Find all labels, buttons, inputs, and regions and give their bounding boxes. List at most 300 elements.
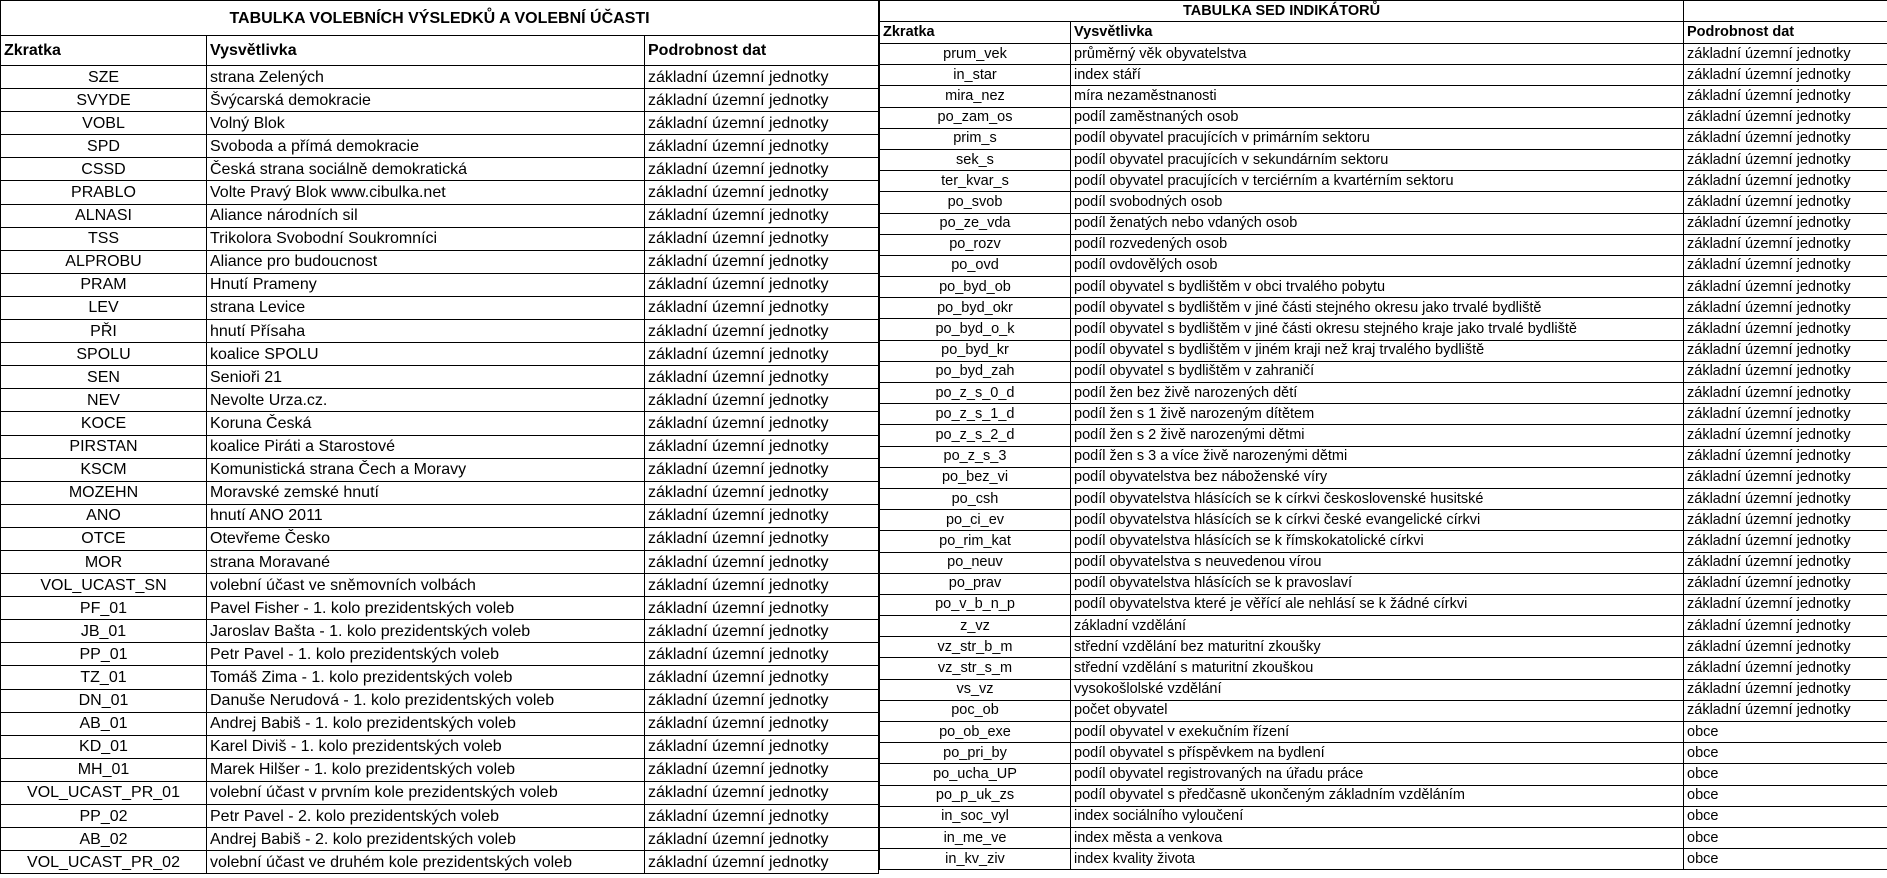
detail-level-cell: základní územní jednotky bbox=[645, 620, 879, 643]
detail-level-cell: základní územní jednotky bbox=[645, 481, 879, 504]
title-blank-cell bbox=[1684, 1, 1887, 22]
abbreviation-cell: MOZEHN bbox=[1, 481, 207, 504]
table-row bbox=[880, 827, 1887, 848]
detail-level-cell: základní územní jednotky bbox=[1684, 510, 1887, 531]
abbreviation-cell: po_ovd bbox=[880, 255, 1071, 276]
description-cell: podíl obyvatel s příspěvkem na bydlení bbox=[1071, 743, 1684, 764]
table-row bbox=[1, 366, 879, 389]
description-cell: index sociálního vyloučení bbox=[1071, 806, 1684, 827]
description-cell: Petr Pavel - 1. kolo prezidentských voleb bbox=[207, 643, 645, 666]
description-cell: podíl obyvatel v exekučním řízení bbox=[1071, 722, 1684, 743]
table-row bbox=[1, 758, 879, 781]
detail-level-cell: základní územní jednotky bbox=[1684, 128, 1887, 149]
description-cell: podíl svobodných osob bbox=[1071, 192, 1684, 213]
table-row bbox=[880, 192, 1887, 213]
table-row bbox=[1, 781, 879, 804]
table-row bbox=[880, 467, 1887, 488]
table-row bbox=[1, 273, 879, 296]
abbreviation-cell: po_ucha_UP bbox=[880, 764, 1071, 785]
detail-level-cell: základní územní jednotky bbox=[1684, 65, 1887, 86]
detail-level-cell: základní územní jednotky bbox=[1684, 298, 1887, 319]
detail-level-cell: základní územní jednotky bbox=[1684, 467, 1887, 488]
table-row bbox=[1, 227, 879, 250]
detail-level-cell: základní územní jednotky bbox=[645, 712, 879, 735]
table-title: TABULKA VOLEBNÍCH VÝSLEDKŮ A VOLEBNÍ ÚČASTI bbox=[1, 1, 879, 36]
table-row bbox=[1, 412, 879, 435]
table-row bbox=[1, 504, 879, 527]
description-cell: Aliance národních sil bbox=[207, 204, 645, 227]
abbreviation-cell: po_byd_zah bbox=[880, 361, 1071, 382]
description-cell: počet obyvatel bbox=[1071, 700, 1684, 721]
detail-level-cell: základní územní jednotky bbox=[1684, 107, 1887, 128]
description-cell: podíl obyvatel s předčasně ukončeným základním vzděláním bbox=[1071, 785, 1684, 806]
table-row bbox=[1, 66, 879, 89]
abbreviation-cell: po_pri_by bbox=[880, 743, 1071, 764]
detail-level-cell: základní územní jednotky bbox=[645, 781, 879, 804]
abbreviation-cell: SEN bbox=[1, 366, 207, 389]
abbreviation-cell: po_neuv bbox=[880, 552, 1071, 573]
detail-level-cell: základní územní jednotky bbox=[1684, 700, 1887, 721]
detail-level-cell: základní územní jednotky bbox=[645, 112, 879, 135]
table-row bbox=[880, 488, 1887, 509]
description-cell: podíl obyvatelstva s neuvedenou vírou bbox=[1071, 552, 1684, 573]
description-cell: střední vzdělání bez maturitní zkoušky bbox=[1071, 637, 1684, 658]
abbreviation-cell: ALNASI bbox=[1, 204, 207, 227]
detail-level-cell: základní územní jednotky bbox=[645, 574, 879, 597]
table-row bbox=[1, 181, 879, 204]
description-cell: podíl ovdovělých osob bbox=[1071, 255, 1684, 276]
description-cell: Pavel Fisher - 1. kolo prezidentských voleb bbox=[207, 597, 645, 620]
description-cell: podíl žen s 3 a více živě narozenými dětmi bbox=[1071, 446, 1684, 467]
detail-level-cell: základní územní jednotky bbox=[645, 666, 879, 689]
detail-level-cell: základní územní jednotky bbox=[1684, 637, 1887, 658]
description-cell: Andrej Babiš - 2. kolo prezidentských voleb bbox=[207, 828, 645, 851]
description-cell: základní vzdělání bbox=[1071, 616, 1684, 637]
table-row bbox=[880, 722, 1887, 743]
description-cell: koalice SPOLU bbox=[207, 343, 645, 366]
detail-level-cell: základní územní jednotky bbox=[1684, 255, 1887, 276]
abbreviation-cell: NEV bbox=[1, 389, 207, 412]
table-row bbox=[1, 550, 879, 573]
detail-level-cell: základní územní jednotky bbox=[1684, 446, 1887, 467]
column-header: Podrobnost dat bbox=[645, 36, 879, 66]
abbreviation-cell: in_soc_vyl bbox=[880, 806, 1071, 827]
detail-level-cell: základní územní jednotky bbox=[1684, 488, 1887, 509]
detail-level-cell: základní územní jednotky bbox=[1684, 531, 1887, 552]
description-cell: volební účast ve sněmovních volbách bbox=[207, 574, 645, 597]
description-cell: podíl žen s 2 živě narozenými dětmi bbox=[1071, 425, 1684, 446]
table-row bbox=[1, 250, 879, 273]
description-cell: podíl obyvatelstva hlásících se k církvi české evangelické církvi bbox=[1071, 510, 1684, 531]
abbreviation-cell: SZE bbox=[1, 66, 207, 89]
table-row bbox=[880, 340, 1887, 361]
description-cell: podíl zaměstnaných osob bbox=[1071, 107, 1684, 128]
description-cell: podíl obyvatel pracujících v primárním sektoru bbox=[1071, 128, 1684, 149]
column-header: Zkratka bbox=[880, 22, 1071, 44]
description-cell: Andrej Babiš - 1. kolo prezidentských voleb bbox=[207, 712, 645, 735]
description-cell: podíl obyvatel s bydlištěm v zahraničí bbox=[1071, 361, 1684, 382]
table-row bbox=[880, 319, 1887, 340]
abbreviation-cell: po_ci_ev bbox=[880, 510, 1071, 531]
table-row bbox=[1, 805, 879, 828]
abbreviation-cell: po_z_s_2_d bbox=[880, 425, 1071, 446]
detail-level-cell: základní územní jednotky bbox=[1684, 44, 1887, 65]
abbreviation-cell: po_byd_okr bbox=[880, 298, 1071, 319]
abbreviation-cell: SPD bbox=[1, 135, 207, 158]
abbreviation-cell: DN_01 bbox=[1, 689, 207, 712]
detail-level-cell: základní územní jednotky bbox=[645, 389, 879, 412]
detail-level-cell: základní územní jednotky bbox=[645, 643, 879, 666]
table-row bbox=[880, 128, 1887, 149]
table-row bbox=[1, 343, 879, 366]
detail-level-cell: základní územní jednotky bbox=[645, 250, 879, 273]
description-cell: podíl obyvatel s bydlištěm v jiné části okresu stejného kraje jako trvalé bydliště bbox=[1071, 319, 1684, 340]
description-cell: volební účast v prvním kole prezidentských voleb bbox=[207, 781, 645, 804]
description-cell: podíl žen s 1 živě narozeným dítětem bbox=[1071, 404, 1684, 425]
detail-level-cell: základní územní jednotky bbox=[645, 296, 879, 319]
table-row bbox=[880, 277, 1887, 298]
table-row bbox=[1, 204, 879, 227]
detail-level-cell: základní územní jednotky bbox=[1684, 658, 1887, 679]
abbreviation-cell: po_prav bbox=[880, 573, 1071, 594]
abbreviation-cell: in_star bbox=[880, 65, 1071, 86]
table-row bbox=[1, 712, 879, 735]
detail-level-cell: základní územní jednotky bbox=[645, 597, 879, 620]
abbreviation-cell: po_byd_kr bbox=[880, 340, 1071, 361]
abbreviation-cell: AB_01 bbox=[1, 712, 207, 735]
detail-level-cell: základní územní jednotky bbox=[645, 135, 879, 158]
detail-level-cell: základní územní jednotky bbox=[645, 689, 879, 712]
detail-level-cell: základní územní jednotky bbox=[1684, 425, 1887, 446]
abbreviation-cell: SPOLU bbox=[1, 343, 207, 366]
table-row bbox=[1, 666, 879, 689]
table-row bbox=[1, 643, 879, 666]
table-row bbox=[880, 510, 1887, 531]
table-row bbox=[880, 298, 1887, 319]
table-row bbox=[880, 573, 1887, 594]
abbreviation-cell: poc_ob bbox=[880, 700, 1071, 721]
description-cell: Hnutí Prameny bbox=[207, 273, 645, 296]
table-row bbox=[880, 255, 1887, 276]
abbreviation-cell: PP_02 bbox=[1, 805, 207, 828]
table-row bbox=[1, 435, 879, 458]
abbreviation-cell: vz_str_b_m bbox=[880, 637, 1071, 658]
description-cell: podíl obyvatel s bydlištěm v jiné části stejného okresu jako trvalé bydliště bbox=[1071, 298, 1684, 319]
table-row bbox=[880, 849, 1887, 870]
detail-level-cell: základní územní jednotky bbox=[645, 851, 879, 874]
detail-level-cell: základní územní jednotky bbox=[645, 504, 879, 527]
table-row bbox=[880, 446, 1887, 467]
column-header: Vysvětlivka bbox=[207, 36, 645, 66]
table-row bbox=[880, 213, 1887, 234]
abbreviation-cell: sek_s bbox=[880, 149, 1071, 170]
column-header: Zkratka bbox=[1, 36, 207, 66]
abbreviation-cell: OTCE bbox=[1, 527, 207, 550]
detail-level-cell: základní územní jednotky bbox=[645, 158, 879, 181]
description-cell: Nevolte Urza.cz. bbox=[207, 389, 645, 412]
description-cell: míra nezaměstnanosti bbox=[1071, 86, 1684, 107]
description-cell: podíl obyvatelstva které je věřící ale nehlásí se k žádné církvi bbox=[1071, 594, 1684, 615]
detail-level-cell: základní územní jednotky bbox=[645, 204, 879, 227]
detail-level-cell: základní územní jednotky bbox=[1684, 234, 1887, 255]
table-row bbox=[1, 89, 879, 112]
table-row bbox=[1, 828, 879, 851]
table-row bbox=[880, 65, 1887, 86]
detail-level-cell: základní územní jednotky bbox=[645, 435, 879, 458]
table-row bbox=[880, 785, 1887, 806]
detail-level-cell: základní územní jednotky bbox=[1684, 383, 1887, 404]
detail-level-cell: obce bbox=[1684, 785, 1887, 806]
detail-level-cell: základní územní jednotky bbox=[645, 758, 879, 781]
abbreviation-cell: CSSD bbox=[1, 158, 207, 181]
abbreviation-cell: ANO bbox=[1, 504, 207, 527]
detail-level-cell: základní územní jednotky bbox=[1684, 86, 1887, 107]
abbreviation-cell: po_v_b_n_p bbox=[880, 594, 1071, 615]
detail-level-cell: základní územní jednotky bbox=[1684, 319, 1887, 340]
description-cell: podíl obyvatelstva bez náboženské víry bbox=[1071, 467, 1684, 488]
abbreviation-cell: PRAM bbox=[1, 273, 207, 296]
abbreviation-cell: PRABLO bbox=[1, 181, 207, 204]
description-cell: index stáří bbox=[1071, 65, 1684, 86]
description-cell: Danuše Nerudová - 1. kolo prezidentských voleb bbox=[207, 689, 645, 712]
abbreviation-cell: VOL_UCAST_SN bbox=[1, 574, 207, 597]
description-cell: vysokošlolské vzdělání bbox=[1071, 679, 1684, 700]
detail-level-cell: základní územní jednotky bbox=[1684, 149, 1887, 170]
description-cell: podíl ženatých nebo vdaných osob bbox=[1071, 213, 1684, 234]
description-cell: střední vzdělání s maturitní zkouškou bbox=[1071, 658, 1684, 679]
description-cell: strana Moravané bbox=[207, 550, 645, 573]
description-cell: Tomáš Zima - 1. kolo prezidentských voleb bbox=[207, 666, 645, 689]
abbreviation-cell: VOBL bbox=[1, 112, 207, 135]
table-row bbox=[1, 620, 879, 643]
abbreviation-cell: po_z_s_3 bbox=[880, 446, 1071, 467]
table-row bbox=[880, 86, 1887, 107]
abbreviation-cell: po_byd_o_k bbox=[880, 319, 1071, 340]
table-row bbox=[1, 458, 879, 481]
abbreviation-cell: ter_kvar_s bbox=[880, 171, 1071, 192]
abbreviation-cell: po_ze_vda bbox=[880, 213, 1071, 234]
table-row bbox=[880, 149, 1887, 170]
abbreviation-cell: VOL_UCAST_PR_01 bbox=[1, 781, 207, 804]
table-row bbox=[1, 735, 879, 758]
description-cell: Svoboda a přímá demokracie bbox=[207, 135, 645, 158]
description-cell: Česká strana sociálně demokratická bbox=[207, 158, 645, 181]
table-row bbox=[880, 171, 1887, 192]
detail-level-cell: základní územní jednotky bbox=[1684, 213, 1887, 234]
description-cell: podíl obyvatelstva hlásících se k pravoslaví bbox=[1071, 573, 1684, 594]
election-results-table bbox=[0, 0, 879, 874]
abbreviation-cell: po_csh bbox=[880, 488, 1071, 509]
abbreviation-cell: mira_nez bbox=[880, 86, 1071, 107]
detail-level-cell: základní územní jednotky bbox=[645, 550, 879, 573]
detail-level-cell: obce bbox=[1684, 764, 1887, 785]
table-row bbox=[1, 689, 879, 712]
abbreviation-cell: po_p_uk_zs bbox=[880, 785, 1071, 806]
detail-level-cell: obce bbox=[1684, 849, 1887, 870]
description-cell: Volte Pravý Blok www.cibulka.net bbox=[207, 181, 645, 204]
table-row bbox=[880, 361, 1887, 382]
description-cell: koalice Piráti a Starostové bbox=[207, 435, 645, 458]
description-cell: průměrný věk obyvatelstva bbox=[1071, 44, 1684, 65]
abbreviation-cell: PŘI bbox=[1, 320, 207, 343]
table-row bbox=[1, 320, 879, 343]
table-row bbox=[880, 658, 1887, 679]
detail-level-cell: základní územní jednotky bbox=[645, 735, 879, 758]
abbreviation-cell: AB_02 bbox=[1, 828, 207, 851]
detail-level-cell: základní územní jednotky bbox=[645, 320, 879, 343]
description-cell: Švýcarská demokracie bbox=[207, 89, 645, 112]
table-row bbox=[880, 552, 1887, 573]
abbreviation-cell: prim_s bbox=[880, 128, 1071, 149]
table-row bbox=[1, 481, 879, 504]
detail-level-cell: základní územní jednotky bbox=[1684, 594, 1887, 615]
description-cell: podíl žen bez živě narozených dětí bbox=[1071, 383, 1684, 404]
abbreviation-cell: KSCM bbox=[1, 458, 207, 481]
detail-level-cell: základní územní jednotky bbox=[645, 89, 879, 112]
abbreviation-cell: TZ_01 bbox=[1, 666, 207, 689]
abbreviation-cell: KD_01 bbox=[1, 735, 207, 758]
detail-level-cell: základní územní jednotky bbox=[1684, 192, 1887, 213]
abbreviation-cell: ALPROBU bbox=[1, 250, 207, 273]
description-cell: strana Zelených bbox=[207, 66, 645, 89]
table-row bbox=[880, 764, 1887, 785]
abbreviation-cell: vz_str_s_m bbox=[880, 658, 1071, 679]
table-row bbox=[880, 743, 1887, 764]
detail-level-cell: obce bbox=[1684, 806, 1887, 827]
detail-level-cell: základní územní jednotky bbox=[1684, 404, 1887, 425]
abbreviation-cell: po_z_s_1_d bbox=[880, 404, 1071, 425]
description-cell: Volný Blok bbox=[207, 112, 645, 135]
abbreviation-cell: MOR bbox=[1, 550, 207, 573]
abbreviation-cell: po_bez_vi bbox=[880, 467, 1071, 488]
table-row bbox=[1, 135, 879, 158]
table-row bbox=[880, 594, 1887, 615]
detail-level-cell: základní územní jednotky bbox=[645, 181, 879, 204]
abbreviation-cell: po_ob_exe bbox=[880, 722, 1071, 743]
abbreviation-cell: po_rim_kat bbox=[880, 531, 1071, 552]
description-cell: Trikolora Svobodní Soukromníci bbox=[207, 227, 645, 250]
detail-level-cell: základní územní jednotky bbox=[1684, 616, 1887, 637]
description-cell: podíl obyvatel registrovaných na úřadu práce bbox=[1071, 764, 1684, 785]
detail-level-cell: základní územní jednotky bbox=[1684, 277, 1887, 298]
abbreviation-cell: PF_01 bbox=[1, 597, 207, 620]
detail-level-cell: základní územní jednotky bbox=[645, 412, 879, 435]
table-row bbox=[880, 806, 1887, 827]
abbreviation-cell: in_me_ve bbox=[880, 827, 1071, 848]
description-cell: index kvality života bbox=[1071, 849, 1684, 870]
table-row bbox=[880, 425, 1887, 446]
abbreviation-cell: po_byd_ob bbox=[880, 277, 1071, 298]
abbreviation-cell: PIRSTAN bbox=[1, 435, 207, 458]
table-row bbox=[880, 383, 1887, 404]
abbreviation-cell: vs_vz bbox=[880, 679, 1071, 700]
table-row bbox=[1, 389, 879, 412]
abbreviation-cell: prum_vek bbox=[880, 44, 1071, 65]
table-row bbox=[880, 679, 1887, 700]
table-row bbox=[1, 527, 879, 550]
detail-level-cell: obce bbox=[1684, 722, 1887, 743]
detail-level-cell: základní územní jednotky bbox=[1684, 171, 1887, 192]
table-row bbox=[1, 574, 879, 597]
description-cell: Karel Diviš - 1. kolo prezidentských voleb bbox=[207, 735, 645, 758]
table-row bbox=[1, 296, 879, 319]
abbreviation-cell: TSS bbox=[1, 227, 207, 250]
table-row bbox=[880, 700, 1887, 721]
column-header: Vysvětlivka bbox=[1071, 22, 1684, 44]
table-row bbox=[1, 851, 879, 874]
detail-level-cell: obce bbox=[1684, 827, 1887, 848]
detail-level-cell: základní územní jednotky bbox=[645, 343, 879, 366]
abbreviation-cell: VOL_UCAST_PR_02 bbox=[1, 851, 207, 874]
abbreviation-cell: KOCE bbox=[1, 412, 207, 435]
sed-indicators-table bbox=[879, 0, 1887, 870]
description-cell: podíl obyvatel s bydlištěm v jiném kraji než kraj trvalého bydliště bbox=[1071, 340, 1684, 361]
table-row bbox=[1, 597, 879, 620]
description-cell: Marek Hilšer - 1. kolo prezidentských voleb bbox=[207, 758, 645, 781]
detail-level-cell: základní územní jednotky bbox=[1684, 340, 1887, 361]
detail-level-cell: základní územní jednotky bbox=[645, 366, 879, 389]
detail-level-cell: obce bbox=[1684, 743, 1887, 764]
abbreviation-cell: po_z_s_0_d bbox=[880, 383, 1071, 404]
detail-level-cell: základní územní jednotky bbox=[645, 273, 879, 296]
abbreviation-cell: SVYDE bbox=[1, 89, 207, 112]
abbreviation-cell: po_svob bbox=[880, 192, 1071, 213]
table-title: TABULKA SED INDIKÁTORŮ bbox=[880, 1, 1684, 22]
abbreviation-cell: po_zam_os bbox=[880, 107, 1071, 128]
description-cell: Jaroslav Bašta - 1. kolo prezidentských voleb bbox=[207, 620, 645, 643]
abbreviation-cell: in_kv_ziv bbox=[880, 849, 1071, 870]
detail-level-cell: základní územní jednotky bbox=[645, 527, 879, 550]
description-cell: Senioři 21 bbox=[207, 366, 645, 389]
table-row bbox=[1, 112, 879, 135]
detail-level-cell: základní územní jednotky bbox=[645, 458, 879, 481]
table-row bbox=[880, 44, 1887, 65]
abbreviation-cell: JB_01 bbox=[1, 620, 207, 643]
table-row bbox=[880, 234, 1887, 255]
description-cell: podíl rozvedených osob bbox=[1071, 234, 1684, 255]
column-header: Podrobnost dat bbox=[1684, 22, 1887, 44]
abbreviation-cell: po_rozv bbox=[880, 234, 1071, 255]
detail-level-cell: základní územní jednotky bbox=[645, 66, 879, 89]
abbreviation-cell: LEV bbox=[1, 296, 207, 319]
description-cell: strana Levice bbox=[207, 296, 645, 319]
table-row bbox=[880, 531, 1887, 552]
description-cell: hnutí ANO 2011 bbox=[207, 504, 645, 527]
description-cell: Komunistická strana Čech a Moravy bbox=[207, 458, 645, 481]
abbreviation-cell: z_vz bbox=[880, 616, 1071, 637]
description-cell: volební účast ve druhém kole prezidentských voleb bbox=[207, 851, 645, 874]
detail-level-cell: základní územní jednotky bbox=[1684, 361, 1887, 382]
description-cell: Otevřeme Česko bbox=[207, 527, 645, 550]
description-cell: Petr Pavel - 2. kolo prezidentských voleb bbox=[207, 805, 645, 828]
detail-level-cell: základní územní jednotky bbox=[1684, 552, 1887, 573]
table-row bbox=[880, 404, 1887, 425]
detail-level-cell: základní územní jednotky bbox=[1684, 679, 1887, 700]
detail-level-cell: základní územní jednotky bbox=[645, 805, 879, 828]
abbreviation-cell: MH_01 bbox=[1, 758, 207, 781]
detail-level-cell: základní územní jednotky bbox=[1684, 573, 1887, 594]
detail-level-cell: základní územní jednotky bbox=[645, 227, 879, 250]
description-cell: Koruna Česká bbox=[207, 412, 645, 435]
description-cell: podíl obyvatelstva hlásících se k církvi československé husitské bbox=[1071, 488, 1684, 509]
description-cell: Moravské zemské hnutí bbox=[207, 481, 645, 504]
description-cell: podíl obyvatel s bydlištěm v obci trvalého pobytu bbox=[1071, 277, 1684, 298]
table-row bbox=[880, 637, 1887, 658]
table-row bbox=[880, 107, 1887, 128]
abbreviation-cell: PP_01 bbox=[1, 643, 207, 666]
description-cell: podíl obyvatel pracujících v sekundárním sektoru bbox=[1071, 149, 1684, 170]
description-cell: index města a venkova bbox=[1071, 827, 1684, 848]
